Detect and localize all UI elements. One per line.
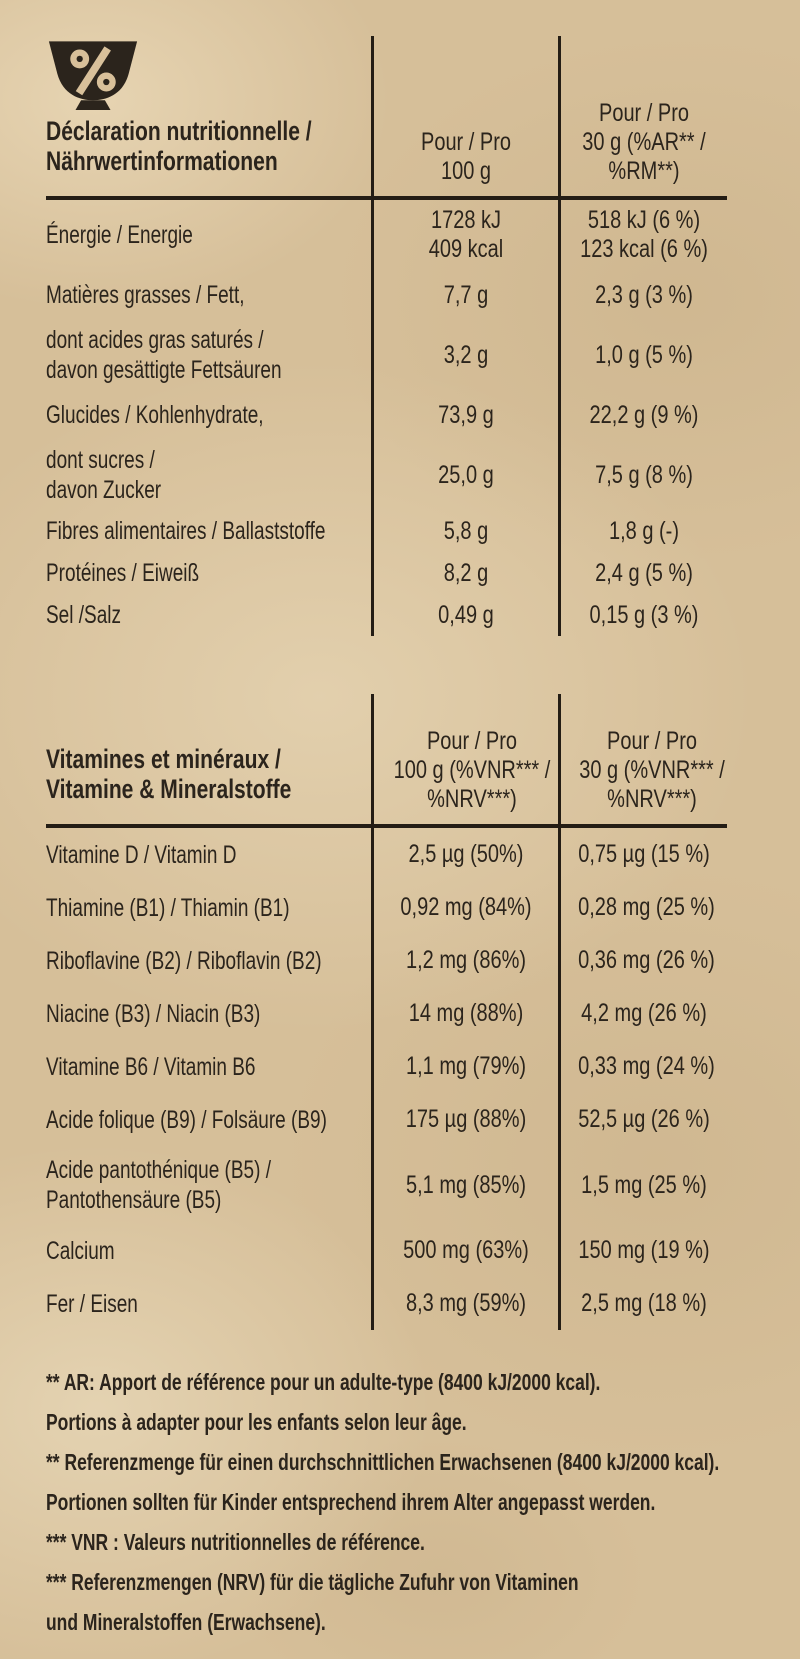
- nutrition-table-title-cell: [46, 36, 371, 196]
- value-per-portion: [558, 270, 727, 320]
- nutrient-label-line: Acide folique (B9) / Folsäure (B9): [46, 1105, 327, 1134]
- table-row: [46, 200, 727, 270]
- vitamins-table-title-cell: [46, 636, 371, 824]
- nutrient-label-line: Thiamine (B1) / Thiamin (B1): [46, 893, 290, 922]
- nutrition-table-body: [46, 200, 727, 636]
- table-row: [46, 1040, 727, 1093]
- table-row: [46, 270, 727, 320]
- nutrition-table: [46, 36, 727, 636]
- footnotes: [46, 1362, 727, 1642]
- value-per-100g-line: 8,2 g: [443, 558, 489, 587]
- per-portion-column-header-lines: [561, 99, 727, 186]
- value-per-100g-line: 5,8 g: [443, 516, 489, 545]
- column-header-line: %NRV***): [427, 785, 517, 813]
- column-header-line: 30 g (%AR** /: [582, 128, 706, 156]
- nutrient-label: [46, 320, 371, 390]
- per-100g-column-header-inner: [371, 694, 570, 824]
- value-per-100g-line: 8,3 mg (59%): [405, 1289, 527, 1317]
- value-per-portion-line: 1,0 g (5 %): [595, 340, 693, 369]
- value-per-portion: [558, 510, 727, 552]
- value-per-portion-line: 2,5 mg (18 %): [581, 1289, 707, 1317]
- vitamins-table-body: [46, 828, 727, 1330]
- value-per-100g: [371, 828, 558, 881]
- nutrient-label-line: dont acides gras saturés /: [46, 326, 264, 354]
- value-per-portion: [558, 440, 727, 510]
- value-per-portion: [558, 1277, 727, 1330]
- value-per-portion: [558, 594, 727, 636]
- value-per-100g: [371, 552, 558, 594]
- per-100g-column-header-inner: [371, 36, 558, 196]
- value-per-100g: [371, 1040, 558, 1093]
- value-per-100g: [371, 1277, 558, 1330]
- nutrient-label-line: Protéines / Eiweiß: [46, 559, 200, 587]
- per-portion-column-header: [558, 36, 727, 196]
- value-per-100g-line: 409 kcal: [428, 235, 504, 263]
- value-per-portion: [558, 320, 727, 390]
- nutrient-label: [46, 594, 371, 636]
- value-per-portion: [558, 1093, 727, 1146]
- table-row: [46, 594, 727, 636]
- value-per-100g-line: 25,0 g: [438, 460, 494, 489]
- column-header-line: 100 g: [440, 157, 492, 185]
- value-per-portion-line: 0,75 µg (15 %): [578, 840, 710, 868]
- value-per-portion: [558, 934, 732, 987]
- value-per-portion: [558, 552, 727, 594]
- value-per-100g: [371, 934, 558, 987]
- value-per-100g: [371, 510, 558, 552]
- value-per-portion: [558, 1040, 732, 1093]
- value-per-portion: [558, 1224, 727, 1277]
- value-per-100g: [371, 881, 558, 934]
- value-per-portion: [558, 390, 727, 440]
- column-header-line: %RM**): [608, 157, 680, 185]
- nutrient-label-line: Vitamine B6 / Vitamin B6: [46, 1052, 256, 1081]
- footnote-line: und Mineralstoffen (Erwachsene).: [46, 1609, 326, 1635]
- nutrient-label: [46, 390, 371, 440]
- table-row: [46, 934, 727, 987]
- nutrient-label-line: Glucides / Kohlenhydrate,: [46, 401, 264, 429]
- column-header-line: Pour / Pro: [606, 727, 698, 755]
- per-100g-column-header: [371, 636, 558, 824]
- nutrient-label-line: Calcium: [46, 1236, 115, 1265]
- value-per-100g: [371, 1146, 558, 1224]
- footnote-line: Portions à adapter pour les enfants selon leur âge.: [46, 1409, 467, 1435]
- nutrient-label: [46, 552, 371, 594]
- nutrient-label-line: Acide pantothénique (B5) /: [46, 1156, 271, 1184]
- per-portion-column-header-lines: [561, 727, 743, 814]
- vitamins-table: [46, 636, 727, 1330]
- value-per-portion-line: 2,3 g (3 %): [595, 280, 693, 309]
- value-per-100g: [371, 270, 558, 320]
- footnote-line: ** Referenzmenge für einen durchschnittlichen Erwachsenen (8400 kJ/2000 kcal).: [46, 1449, 720, 1475]
- value-per-portion-line: 1,5 mg (25 %): [581, 1170, 707, 1199]
- value-per-portion-line: 0,33 mg (24 %): [578, 1052, 715, 1080]
- column-header-line: Pour / Pro: [426, 727, 517, 755]
- nutrition-table-title-line: Nährwertinformationen: [46, 146, 278, 176]
- percent-bowl-icon: [46, 40, 140, 110]
- value-per-100g-line: 1728 kJ: [430, 206, 502, 234]
- value-per-portion: [558, 987, 727, 1040]
- value-per-portion-line: 1,8 g (-): [608, 516, 680, 545]
- nutrient-label-line: Vitamine D / Vitamin D: [46, 840, 237, 869]
- value-per-100g-line: 0,92 mg (84%): [400, 893, 532, 921]
- value-per-100g: [371, 200, 558, 270]
- value-per-portion-line: 0,36 mg (26 %): [578, 946, 715, 974]
- nutrient-label: [46, 1224, 371, 1277]
- value-per-100g-line: 14 mg (88%): [408, 999, 524, 1027]
- value-per-100g-line: 175 µg (88%): [405, 1105, 527, 1133]
- value-per-100g: [371, 1093, 558, 1146]
- nutrient-label: [46, 1146, 371, 1224]
- nutrient-label-line: dont sucres /: [46, 446, 155, 474]
- nutrient-label-line: Énergie / Energie: [46, 221, 193, 249]
- table-row: [46, 1224, 727, 1277]
- per-100g-column-header-lines: [374, 128, 558, 186]
- value-per-portion-line: 52,5 µg (26 %): [578, 1105, 710, 1133]
- table-row: [46, 828, 727, 881]
- value-per-portion-line: 150 mg (19 %): [578, 1236, 710, 1264]
- footnote-line: Portionen sollten für Kinder entsprechend ihrem Alter angepasst werden.: [46, 1489, 656, 1515]
- value-per-portion-line: 2,4 g (5 %): [595, 558, 693, 587]
- nutrient-label-line: Matières grasses / Fett,: [46, 281, 245, 309]
- nutrient-label-line: Fibres alimentaires / Ballaststoffe: [46, 517, 326, 545]
- value-per-100g-line: 2,5 µg (50%): [408, 840, 524, 868]
- value-per-100g-line: 73,9 g: [438, 400, 494, 429]
- per-portion-column-header: [558, 636, 743, 824]
- table-row: [46, 987, 727, 1040]
- value-per-portion-line: 0,28 mg (25 %): [578, 893, 715, 921]
- column-header-line: Pour / Pro: [420, 128, 512, 156]
- value-per-100g-line: 500 mg (63%): [403, 1236, 529, 1264]
- value-per-portion-line: 123 kcal (6 %): [580, 235, 708, 263]
- nutrient-label: [46, 881, 371, 934]
- value-per-100g-line: 5,1 mg (85%): [405, 1170, 527, 1199]
- value-per-100g: [371, 594, 558, 636]
- nutrient-label: [46, 270, 371, 320]
- vitamins-table-title-line: Vitamine & Mineralstoffe: [46, 774, 292, 804]
- nutrition-table-header: [46, 36, 727, 200]
- table-row: [46, 1093, 727, 1146]
- footnote-line: *** Referenzmengen (NRV) für die tägliche Zufuhr von Vitaminen: [46, 1569, 579, 1595]
- nutrient-label: [46, 440, 371, 510]
- value-per-100g: [371, 987, 558, 1040]
- column-header-line: 30 g (%VNR*** /: [579, 756, 725, 784]
- value-per-portion-line: 7,5 g (8 %): [595, 460, 693, 489]
- nutrient-label: [46, 1040, 371, 1093]
- nutrition-table-title: [46, 116, 371, 176]
- value-per-100g: [371, 440, 558, 510]
- nutrient-label: [46, 200, 371, 270]
- value-per-portion: [558, 828, 727, 881]
- table-row: [46, 1277, 727, 1330]
- nutrient-label-line: Sel /Salz: [46, 601, 121, 629]
- nutrient-label: [46, 828, 371, 881]
- value-per-portion-line: 4,2 mg (26 %): [581, 999, 707, 1027]
- value-per-100g-line: 7,7 g: [443, 280, 489, 309]
- value-per-portion-line: 22,2 g (9 %): [589, 400, 699, 429]
- nutrient-label: [46, 934, 371, 987]
- nutrient-label-line: Riboflavine (B2) / Riboflavin (B2): [46, 946, 322, 975]
- table-row: [46, 552, 727, 594]
- nutrient-label-line: Niacine (B3) / Niacin (B3): [46, 999, 261, 1028]
- table-row: [46, 390, 727, 440]
- nutrient-label-line: Pantothensäure (B5): [46, 1186, 222, 1214]
- table-row: [46, 881, 727, 934]
- value-per-100g-line: 1,2 mg (86%): [405, 946, 527, 974]
- value-per-portion: [558, 881, 732, 934]
- value-per-100g: [371, 390, 558, 440]
- nutrient-label: [46, 987, 371, 1040]
- value-per-100g: [371, 320, 558, 390]
- value-per-portion-line: 518 kJ (6 %): [587, 206, 701, 234]
- value-per-portion-line: 0,15 g (3 %): [589, 600, 699, 629]
- per-portion-column-header-inner: [558, 694, 743, 824]
- value-per-100g-line: 1,1 mg (79%): [405, 1052, 527, 1080]
- nutrient-label-line: Fer / Eisen: [46, 1289, 138, 1318]
- value-per-100g-line: 0,49 g: [438, 600, 494, 629]
- value-per-100g-line: 3,2 g: [443, 340, 489, 369]
- nutrient-label: [46, 1277, 371, 1330]
- nutrition-table-title-line: Déclaration nutritionnelle /: [46, 116, 312, 146]
- value-per-100g: [371, 1224, 558, 1277]
- footnote-line: *** VNR : Valeurs nutritionnelles de référence.: [46, 1529, 425, 1555]
- table-row: [46, 440, 727, 510]
- table-row: [46, 320, 727, 390]
- table-row: [46, 510, 727, 552]
- column-header-line: Pour / Pro: [598, 99, 690, 127]
- per-portion-column-header-inner: [558, 36, 727, 196]
- vitamins-table-title: [46, 744, 371, 804]
- nutrient-label: [46, 510, 371, 552]
- nutrient-label-line: davon gesättigte Fettsäuren: [46, 356, 282, 384]
- table-row: [46, 1146, 727, 1224]
- value-per-portion: [558, 1146, 727, 1224]
- footnote-line: ** AR: Apport de référence pour un adulte-type (8400 kJ/2000 kcal).: [46, 1369, 601, 1395]
- value-per-portion: [558, 200, 727, 270]
- nutrient-label: [46, 1093, 371, 1146]
- vitamins-table-title-line: Vitamines et minéraux /: [46, 744, 281, 774]
- nutrient-label-line: davon Zucker: [46, 476, 162, 504]
- column-header-line: 100 g (%VNR*** /: [393, 756, 551, 784]
- per-100g-column-header-lines: [374, 727, 570, 814]
- per-100g-column-header: [371, 36, 558, 196]
- column-header-line: %NRV***): [607, 785, 697, 813]
- vitamins-table-header: [46, 636, 727, 828]
